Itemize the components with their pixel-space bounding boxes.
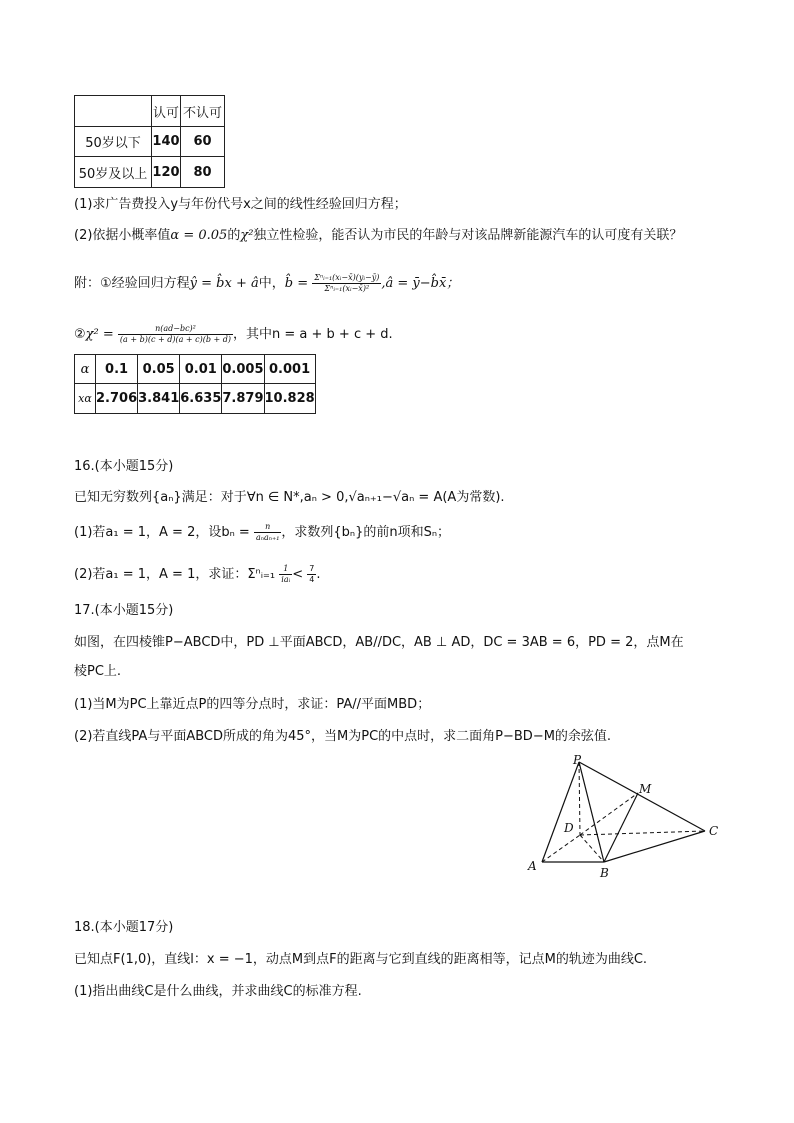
approval-table [74,95,225,188]
pyramid-figure [520,752,730,882]
q15-part2-a: (2)依据小概率值 [74,228,171,243]
table-cell: 80 [181,157,225,188]
table-cell: 0.005 [222,355,264,384]
q15-chi-suffix: ，其中n = a + b + c + d. [233,327,393,342]
critical-value-table [74,354,316,414]
edge-PC [579,762,705,831]
q15-part2 [74,227,682,245]
edge-BC [604,831,705,862]
table-cell: 60 [181,127,225,157]
q16-part1-a: (1)若a₁ = 1，A = 2，设bₙ = [74,525,250,540]
table-cell: 0.001 [264,355,315,384]
q16-bound-denominator: 4 [309,575,315,584]
label-C: C [709,824,719,838]
table-header-disapprove: 不认可 [181,96,225,127]
table-row-label-alpha: α [75,355,96,384]
table-cell: 10.828 [264,384,315,414]
q17-stem-1: 如图，在四棱锥P−ABCD中，PD ⊥平面ABCD，AB//DC，AB ⊥ AD，DC = 3AB = 6，PD = 2，点M在 [74,635,684,650]
table-cell: 0.1 [96,355,138,384]
q15-note-b: b̂ = [284,276,309,291]
label-M: M [639,782,652,796]
table-cell: 3.841 [138,384,180,414]
q16-bound-numerator: 7 [309,564,315,573]
q16-part2-b: < [292,567,304,582]
label-B: B [600,866,609,880]
table-row-label-x: xα [75,384,96,414]
table-cell: 0.05 [138,355,180,384]
q18-stem: 已知点F(1,0)，直线l：x = −1，动点M到点F的距离与它到直线的距离相等，记点M的轨迹为曲线C. [74,952,648,967]
label-A: A [528,859,537,873]
table-cell: 6.635 [180,384,222,414]
q16-part1-b: ，求数列{bₙ}的前n项和Sₙ； [281,525,451,540]
q16-part2-c: . [316,567,321,582]
q15-note-eq: ŷ = b̂x + â [189,276,259,291]
table-header-empty [75,96,152,127]
edge-PB [579,762,604,862]
q15-note-regression [74,266,459,302]
table-cell: 0.01 [180,355,222,384]
q15-b-denominator: Σⁿᵢ₌₁(xᵢ−x̄)² [324,284,370,293]
q15-b-numerator: Σⁿᵢ₌₁(xᵢ−x̄)(yᵢ−ȳ) [314,273,380,282]
q16-bound-fraction [307,564,316,585]
edge-PA [542,762,579,862]
q16-title: 16.(本小题15分) [74,459,174,474]
q15-part1: (1)求广告费投入y与年份代号x之间的线性经验回归方程； [74,197,407,212]
q17-part1: (1)当M为PC上靠近点P的四等分点时，求证：PA//平面MBD； [74,697,431,712]
q15-part2-b: 的 [227,228,241,243]
table-cell: 2.706 [96,384,138,414]
q16-part2-a: (2)若a₁ = 1，A = 1，求证：Σⁿᵢ₌₁ [74,567,276,582]
q15-part2-c: 独立性检验，能否认为市民的年龄与对该品牌新能源汽车的认可度有关联？ [253,228,683,243]
label-P: P [573,753,582,767]
q18-part1: (1)指出曲线C是什么曲线，并求曲线C的标准方程. [74,984,362,999]
q16-sum-numerator: 1 [279,564,292,575]
q16-b-denominator: aₙaₙ₊₁ [255,533,280,542]
table-cell: 120 [152,157,181,188]
table-row-label: 50岁以下 [75,127,152,157]
q16-sum-fraction [279,564,292,585]
edge-BM [604,793,638,862]
q16-part1 [74,518,450,548]
q15-note-chi [74,320,393,350]
edge-AD [542,835,580,862]
q15-note-a: ,â = ȳ−b̂x̄； [381,276,460,291]
q16-sum-denominator: iaᵢ [281,575,291,584]
table-cell: 7.879 [222,384,264,414]
q16-b-numerator: n [254,522,281,533]
q15-chi-eq: χ² = [85,327,114,342]
q16-part2 [74,560,321,590]
q16-b-fraction [254,522,281,543]
q15-chi-numerator: n(ad−bc)² [118,324,233,335]
q17-title: 17.(本小题15分) [74,603,174,618]
q15-chi-denominator: (a + b)(c + d)(a + c)(b + d) [119,335,232,344]
q15-chi-prefix: ② [74,327,86,342]
q15-chi: χ² [240,228,254,243]
q15-chi-fraction [118,324,233,345]
q17-part2: (2)若直线PA与平面ABCD所成的角为45°，当M为PC的中点时，求二面角P−BD−M的余弦值. [74,729,612,744]
q18-title: 18.(本小题17分) [74,920,174,935]
label-D: D [564,821,574,835]
q15-note-mid: 中， [258,276,285,291]
edge-DC [580,831,705,835]
q15-b-fraction [312,273,381,294]
table-cell: 140 [152,127,181,157]
q15-alpha: α = 0.05 [170,228,228,243]
q17-stem-2: 棱PC上. [74,664,122,679]
q16-stem: 已知无穷数列{aₙ}满足：对于∀n ∈ N*,aₙ > 0,√aₙ₊₁−√aₙ = A(A为常数). [74,490,505,505]
table-row-label: 50岁及以上 [75,157,152,188]
q15-note-prefix: 附：①经验回归方程 [74,276,190,291]
edge-PD [579,762,580,835]
table-header-approve: 认可 [152,96,181,127]
